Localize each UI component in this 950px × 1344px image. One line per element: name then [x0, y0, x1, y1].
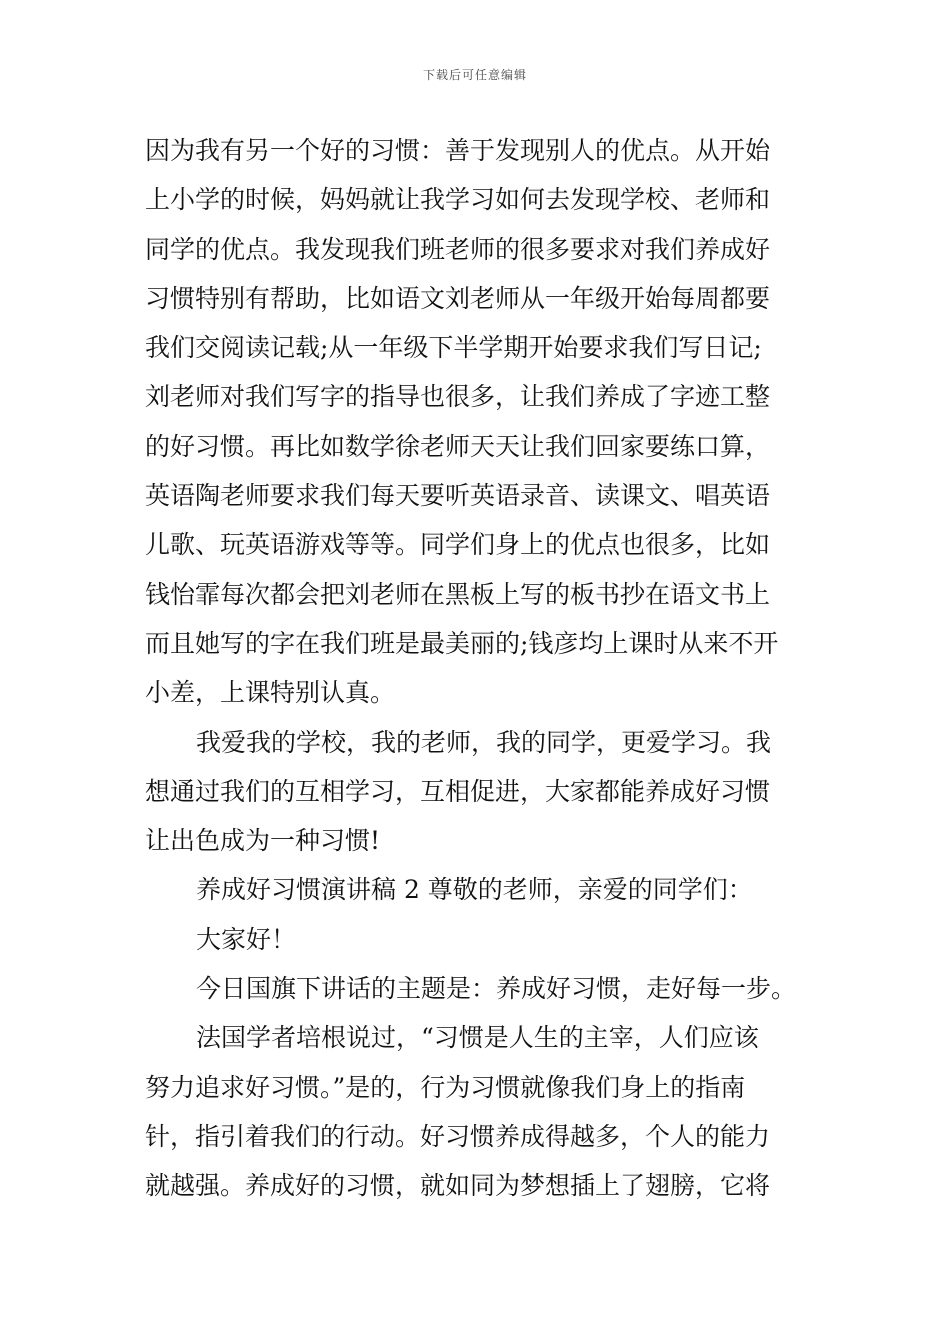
- text-line: 而且她写的字在我们班是最美丽的;钱彦均上课时从来不开: [145, 628, 779, 658]
- text-line: 努力追求好习惯。”是的，行为习惯就像我们身上的指南: [145, 1072, 746, 1102]
- document-body: [145, 126, 810, 1211]
- text-line: 想通过我们的互相学习，互相促进，大家都能养成好习惯: [145, 776, 771, 806]
- text-line: 英语陶老师要求我们每天要听英语录音、读课文、唱英语: [145, 481, 771, 511]
- text-line: 上小学的时候，妈妈就让我学习如何去发现学校、老师和: [145, 185, 771, 215]
- text-line: 我爱我的学校，我的老师，我的同学，更爱学习。我: [196, 727, 772, 757]
- text-line: 习惯特别有帮助，比如语文刘老师从一年级开始每周都要: [145, 283, 771, 313]
- text-line: 法国学者培根说过，“习惯是人生的主宰，人们应该: [196, 1023, 759, 1053]
- text-line: 的好习惯。再比如数学徐老师天天让我们回家要练口算，: [145, 431, 771, 461]
- text-line: 刘老师对我们写字的指导也很多，让我们养成了字迹工整: [145, 382, 771, 412]
- text-line: 就越强。养成好的习惯，就如同为梦想插上了翅膀，它将: [145, 1171, 771, 1201]
- text-line: 钱怡霏每次都会把刘老师在黑板上写的板书抄在语文书上: [145, 579, 771, 609]
- text-line: 我们交阅读记载;从一年级下半学期开始要求我们写日记;: [145, 333, 762, 363]
- text-line: 针，指引着我们的行动。好习惯养成得越多，个人的能力: [145, 1121, 771, 1151]
- text-line: 养成好习惯演讲稿 2 尊敬的老师，亲爱的同学们：: [196, 875, 753, 905]
- text-line: 儿歌、玩英语游戏等等。同学们身上的优点也很多，比如: [145, 530, 771, 560]
- text-line: 大家好！: [196, 924, 297, 954]
- text-line: 同学的优点。我发现我们班老师的很多要求对我们养成好: [145, 234, 771, 264]
- page-header: 下载后可任意编辑: [422, 68, 527, 82]
- text-line: 小差，上课特别认真。: [145, 678, 396, 708]
- text-line: 因为我有另一个好的习惯：善于发现别人的优点。从开始: [145, 136, 771, 165]
- text-line: 今日国旗下讲话的主题是：养成好习惯，走好每一步。: [196, 974, 797, 1004]
- text-line: 让出色成为一种习惯!: [145, 826, 381, 856]
